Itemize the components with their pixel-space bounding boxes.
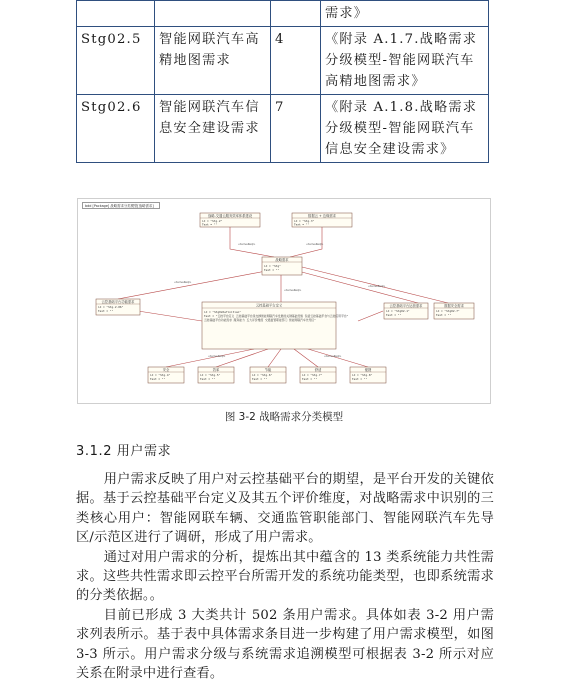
svg-text:云控基础平台运营需求: 云控基础平台运营需求 [389,304,423,308]
requirements-table [76,0,489,163]
edge-label: «deriveReqt» [174,281,192,284]
cell-ref: 《附录 A.1.7.战略需求分级模型-智能网联汽车高精地图需求》 [321,27,489,95]
svg-text:id = "Stg.4": id = "Stg.4" [150,373,171,377]
cell-ref: 需求》 [321,1,489,27]
edge-label: «deriveReqt» [208,355,226,358]
svg-text:云控基础平台功能需求 服务能力 五大评价维度 交通监管职能部: 云控基础平台功能需求 服务能力 五大评价维度 交通监管职能部门 智能网联汽车先导区" [204,318,316,322]
svg-text:Text = "": Text = "" [252,377,268,381]
svg-text:id = "Stg.2.06": id = "Stg.2.06" [98,305,124,309]
edge-label: «deriveReqt» [238,243,256,246]
diagram-canvas [78,199,490,403]
svg-text:Text = "": Text = "" [352,377,368,381]
svg-text:id = "Stg.5": id = "Stg.5" [200,373,221,377]
svg-text:Text = "": Text = "" [150,377,166,381]
svg-text:Text = "": Text = "" [202,222,218,227]
edge-line [308,349,368,367]
svg-text:便捷: 便捷 [364,368,372,372]
svg-text:数据云 + 边缘需求: 数据云 + 边缘需求 [308,214,336,218]
svg-text:战略-交通云服务效率体系建设: 战略-交通云服务效率体系建设 [207,214,253,218]
svg-text:Text = "": Text = "" [302,377,318,381]
svg-text:Text = "": Text = "" [294,222,310,227]
paragraph: 用户需求反映了用户对云控基础平台的期望，是平台开发的关键依据。基于云控基础平台定义及其五个评价维度，对战略需求中识别的三类核心用户：智能网联车辆、交通监管职能部门、智能网联汽车先导区/示范区进行了调研，形成了用户需求。 [76,472,494,546]
svg-text:Text = "": Text = "" [386,313,402,317]
cell-count: 7 [271,95,321,163]
edge-label: «deriveReqt» [368,285,386,288]
svg-text:id = "Stg02definition": id = "Stg02definition" [204,310,242,314]
node-top-right [292,213,352,227]
svg-text:id = "Stg02.1": id = "Stg02.1" [386,309,410,313]
svg-text:Text = "": Text = "" [264,268,280,272]
svg-text:战略需求: 战略需求 [275,258,289,262]
table-row [77,95,489,163]
svg-text:云控基础平台定义: 云控基础平台定义 [255,303,283,308]
cell-ref: 《附录 A.1.8.战略需求分级模型-智能网联汽车信息安全建设需求》 [321,95,489,163]
svg-text:安全: 安全 [162,368,170,372]
edge-line [230,227,274,257]
svg-text:Text = "": Text = "" [98,309,114,313]
body-text [76,470,494,683]
edge-line [290,227,322,257]
cell-name: 智能网联汽车高精地图需求 [155,27,271,95]
cell-id: Stg02.5 [77,27,155,95]
node-top-left [200,213,260,227]
cell-name [155,1,271,27]
table-row [77,27,489,95]
node-right-mid [384,303,428,319]
cell-name: 智能网联汽车信息安全建设需求 [155,95,271,163]
svg-text:舒适: 舒适 [314,368,322,372]
svg-text:云控基础平台功能需求: 云控基础平台功能需求 [101,300,135,304]
cell-id [77,1,155,27]
node-main [202,302,349,349]
edge-line [268,349,281,367]
cell-count: 4 [271,27,321,95]
node-left-mid [96,299,140,315]
svg-text:节能: 节能 [264,368,272,372]
svg-text:Text = "": Text = "" [200,377,216,381]
edge-line [358,311,383,321]
strategy-requirement-diagram [77,198,491,404]
edge-line [118,271,266,299]
figure-caption: 图 3-2 战略需求分类模型 [224,411,344,423]
edge-label: «deriveReqt» [284,289,302,292]
node-right-far [434,303,474,319]
svg-text:id = "Stg.2": id = "Stg.2" [202,219,223,223]
cell-count [271,1,321,27]
edge-line [166,349,254,367]
edge-line [138,311,202,321]
table-row [77,1,489,27]
node-bottom-4 [300,367,336,383]
node-bottom-2 [198,367,234,383]
svg-text:id = "Stg.8": id = "Stg.8" [352,373,373,377]
svg-text:id = "Stg.7": id = "Stg.7" [302,373,323,377]
svg-text:id = "Stg.6": id = "Stg.6" [252,373,273,377]
svg-text:Text = "云控平台定义 云控基础平台是支撑智能网联汽车: Text = "云控平台定义 云控基础平台是支撑智能网联汽车发展的关键基础设施 包括云控基础平台与云控应用平台" [204,314,349,318]
svg-text:id = "Stg02.7": id = "Stg02.7" [436,309,460,313]
svg-text:效率: 效率 [212,368,220,372]
paragraph: 通过对用户需求的分析，提炼出其中蕴含的 13 类系统能力共性需求。这些共性需求即云控平台所需开发的系统功能类型，也即系统需求的分类依据。。 [76,549,494,604]
edge-line [294,349,318,367]
svg-text:id = "Stg.3": id = "Stg.3" [294,219,315,223]
node-center [262,257,302,275]
node-bottom-1 [148,367,184,383]
paragraph: 目前已形成 3 大类共计 502 条用户需求。具体如表 3-2 用户需求列表所示。基于表中具体需求条目进一步构建了用户需求模型，如图 3-3 所示。用户需求分级与系统需求追溯模型可根据表 3-2 所示对应关系在附录中进行查看。 [76,607,494,682]
edge-label: «deriveReqt» [306,243,324,246]
node-bottom-5 [350,367,386,383]
cell-id: Stg02.6 [77,95,155,163]
svg-text:Text = "": Text = "" [436,313,452,317]
edge-line [298,271,418,303]
section-heading: 3.1.2 用户需求 [76,444,172,459]
node-bottom-3 [250,367,286,383]
svg-text:数据安全需求: 数据安全需求 [444,304,464,308]
edge-label: «deriveReqt» [324,355,342,358]
svg-text:id = "Stg": id = "Stg" [264,264,281,268]
diagram-frame-tab: bdd [Package] 战略需求分类模型[战略需求] [82,202,160,209]
